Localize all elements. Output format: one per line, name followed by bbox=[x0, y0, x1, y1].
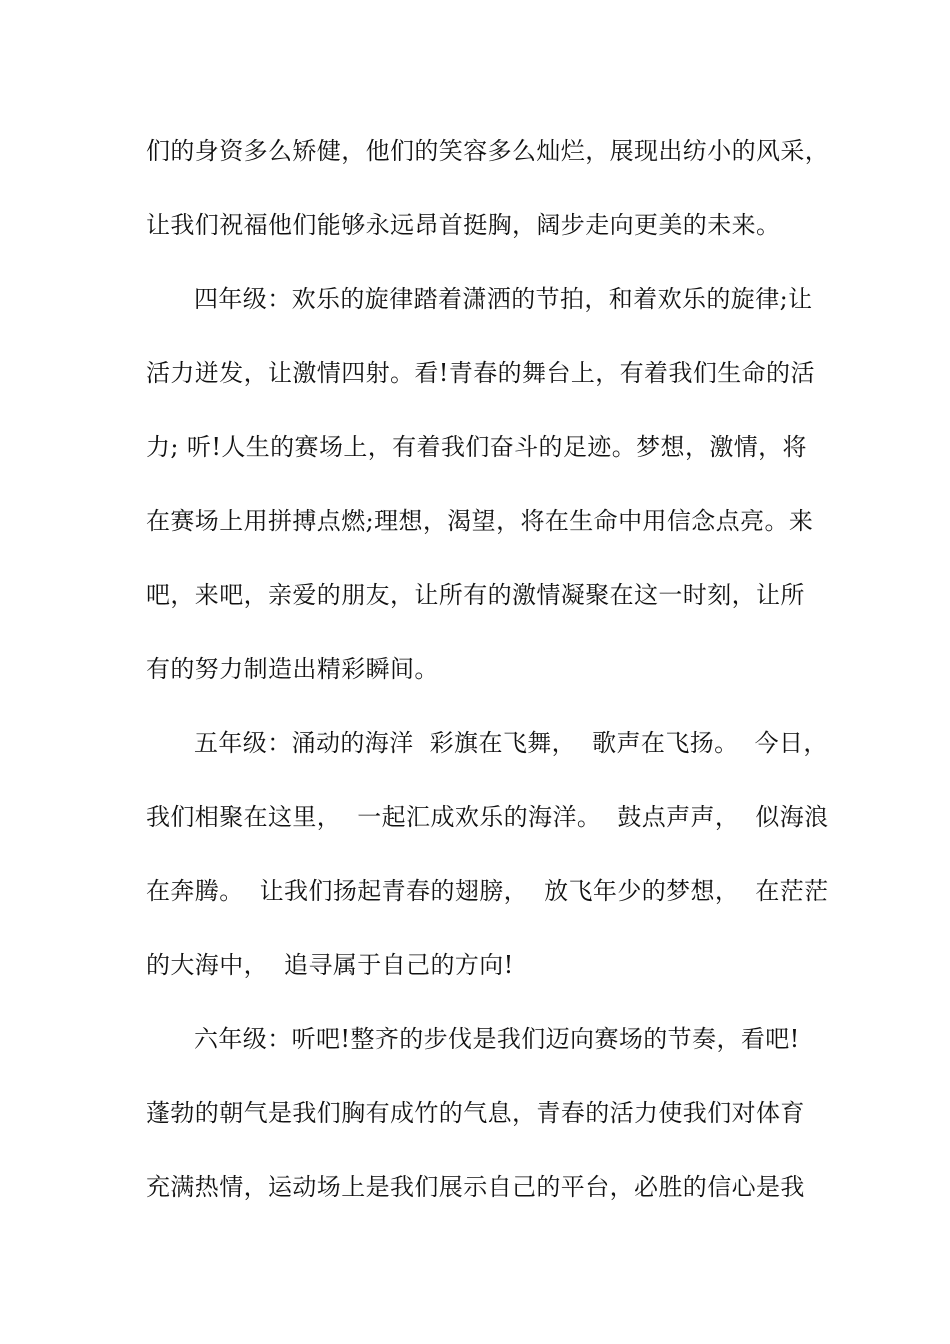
text-line: 力; 听!人生的赛场上，有着我们奋斗的足迹。梦想，激情，将 bbox=[146, 433, 807, 461]
text-line: 吧，来吧，亲爱的朋友，让所有的激情凝聚在这一时刻，让所 bbox=[146, 581, 805, 609]
text-line: 蓬勃的朝气是我们胸有成竹的气息，青春的活力使我们对体育 bbox=[146, 1099, 805, 1127]
text-line: 的大海中， 追寻属于自己的方向! bbox=[146, 951, 514, 979]
paragraph-grade-six-start: 六年级：听吧!整齐的步伐是我们迈向赛场的节奏，看吧! bbox=[194, 1025, 800, 1053]
text-line: 充满热情，运动场上是我们展示自己的平台，必胜的信心是我 bbox=[146, 1173, 805, 1201]
text-line: 我们相聚在这里， 一起汇成欢乐的海洋。 鼓点声声， 似海浪 bbox=[146, 803, 829, 831]
paragraph-grade-five-start: 五年级：涌动的海洋 彩旗在飞舞， 歌声在飞扬。 今日， bbox=[194, 729, 828, 757]
text-line: 在赛场上用拼搏点燃;理想，渴望，将在生命中用信念点亮。来 bbox=[146, 507, 814, 535]
text-line: 有的努力制造出精彩瞬间。 bbox=[146, 655, 439, 683]
text-line: 们的身资多么矫健，他们的笑容多么灿烂，展现出纺小的风采， bbox=[146, 137, 830, 165]
text-line: 让我们祝福他们能够永远昂首挺胸，阔步走向更美的未来。 bbox=[146, 211, 781, 239]
text-line: 在奔腾。 让我们扬起青春的翅膀， 放飞年少的梦想， 在茫茫 bbox=[146, 877, 829, 905]
paragraph-grade-four-start: 四年级：欢乐的旋律踏着潇洒的节拍，和着欢乐的旋律;让 bbox=[194, 285, 813, 313]
text-line: 活力迸发，让激情四射。看!青春的舞台上，有着我们生命的活 bbox=[146, 359, 815, 387]
